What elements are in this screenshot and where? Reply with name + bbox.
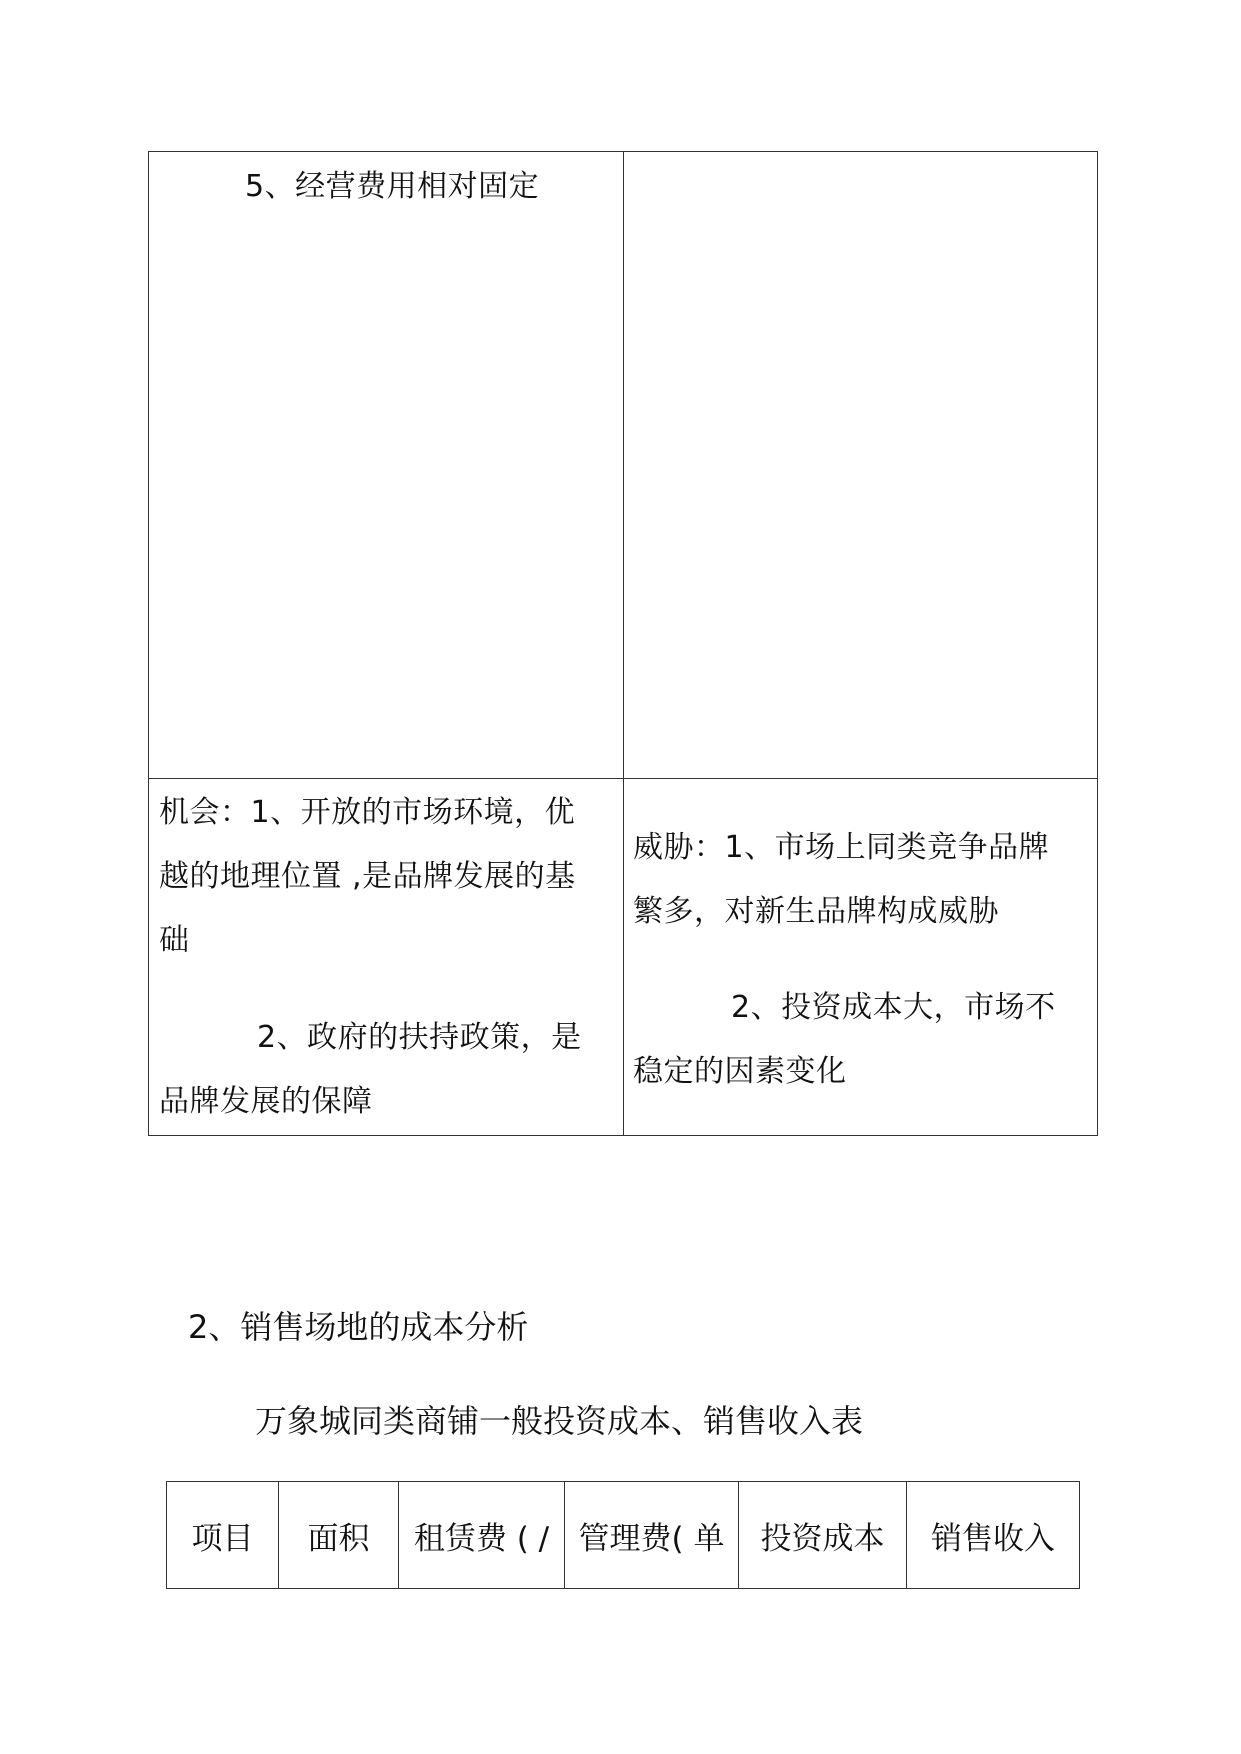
threats-line-4: 稳定的因素变化 bbox=[633, 1054, 847, 1089]
strengths-cell bbox=[149, 152, 623, 778]
header-cell-investment-cost: 投资成本 bbox=[739, 1482, 907, 1588]
cost-table bbox=[166, 1481, 1080, 1589]
header-cell-management-fee: 管理费( 单 bbox=[565, 1482, 739, 1588]
header-cell-rent: 租赁费 ( / bbox=[399, 1482, 565, 1588]
opportunities-line-3: 础 bbox=[159, 923, 190, 958]
opportunities-line-4: 2、政府的扶持政策，是 bbox=[257, 1020, 582, 1055]
section-heading: 2、销售场地的成本分析 bbox=[188, 1308, 529, 1346]
threats-line-1: 威胁：1、市场上同类竞争品牌 bbox=[633, 830, 1050, 865]
opportunities-cell bbox=[149, 778, 623, 1135]
table-caption: 万象城同类商铺一般投资成本、销售收入表 bbox=[255, 1402, 864, 1440]
threats-line-3: 2、投资成本大，市场不 bbox=[731, 990, 1056, 1025]
header-cell-area: 面积 bbox=[279, 1482, 399, 1588]
weaknesses-cell bbox=[623, 152, 1097, 778]
header-cell-sales-revenue: 销售收入 bbox=[931, 1520, 1055, 1557]
opportunities-line-1: 机会：1、开放的市场环境，优 bbox=[159, 795, 576, 830]
threats-line-2: 繁多，对新生品牌构成威胁 bbox=[633, 894, 999, 929]
opportunities-line-2: 越的地理位置 ,是品牌发展的基 bbox=[159, 859, 576, 894]
header-cell-item: 项目 bbox=[167, 1482, 279, 1588]
opportunities-line-5: 品牌发展的保障 bbox=[159, 1084, 373, 1119]
strengths-item-5: 5、经营费用相对固定 bbox=[245, 169, 540, 204]
swot-table bbox=[148, 151, 1098, 1136]
threats-cell bbox=[623, 778, 1097, 1135]
